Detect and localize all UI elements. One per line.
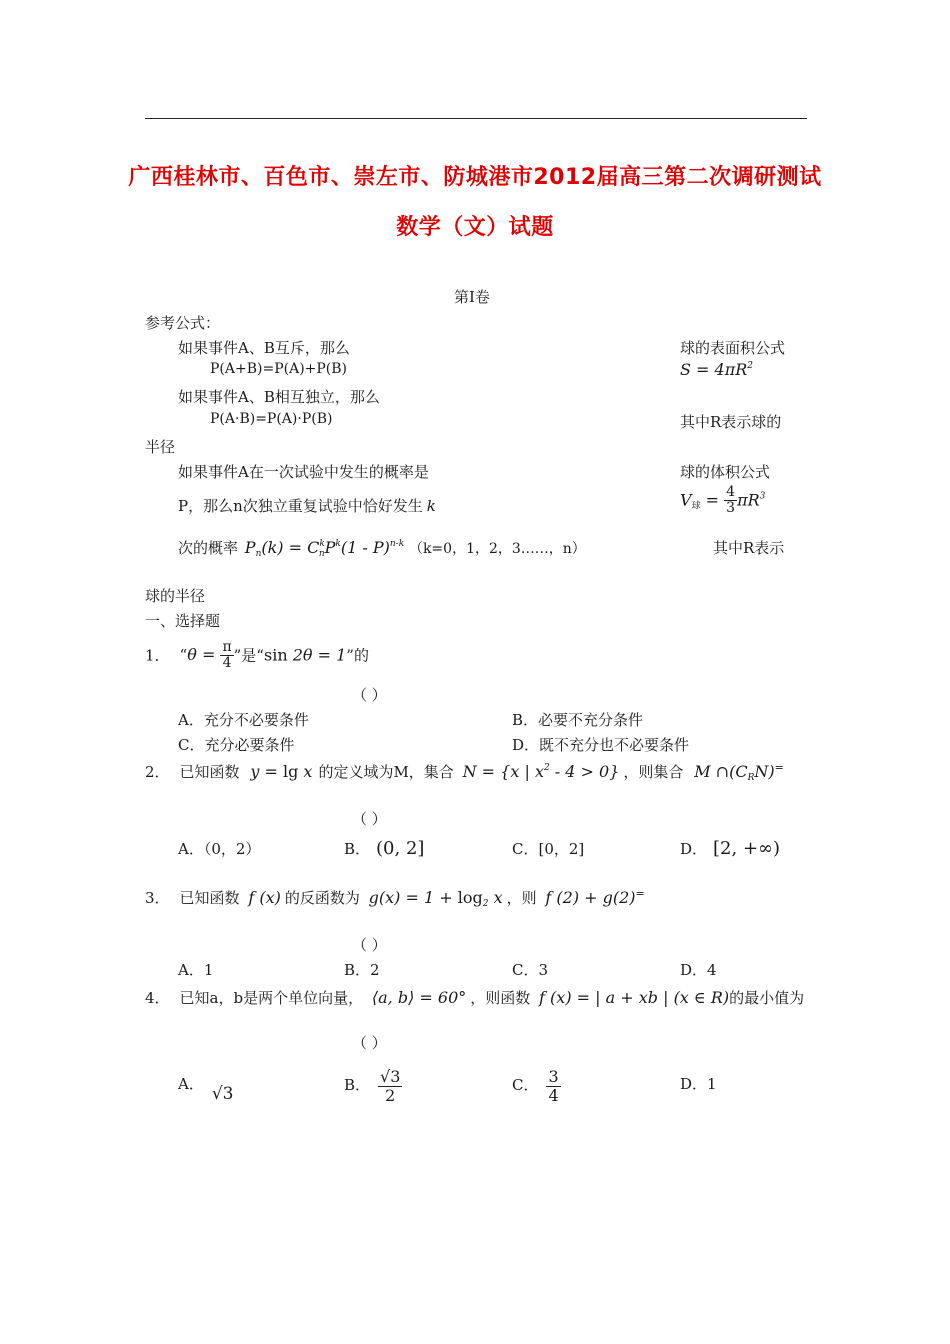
option: A．充分不必要条件: [178, 711, 309, 729]
option: D． [2, +∞): [680, 838, 781, 859]
formula-right: 其中R表示球的: [680, 413, 782, 431]
question-4: 4． 已知a，b是两个单位向量， ⟨a, b⟩ = 60° ，则函数 f (x) = | a + xb | (x ∈ R)的最小值为: [145, 988, 805, 1007]
formula-line: P(A·B)=P(A)·P(B): [210, 411, 333, 427]
option: C．3: [512, 961, 549, 979]
formula-right: 球的表面积公式: [680, 339, 786, 357]
binomial-probability-formula: 次的概率 $P_n(k) = C^k_nP^k(1 - P)^{n-k}$ （k=0，1，2，3……，n）: [178, 538, 586, 559]
sphere-volume-formula: $V_球$ = $\frac{4}{3}$ $\pi R^3$: [680, 484, 766, 517]
formula-right: 其中R表示: [713, 539, 785, 557]
option: B． (0, 2]: [344, 838, 425, 859]
question-3: 3． 已知函数 f (x) 的反函数为 $g(x) = 1 + \log_2 x$ ，则 f (2) + g(2)=: [145, 887, 645, 909]
formula-line: 半径: [145, 438, 176, 456]
option: D．既不充分也不必要条件: [512, 736, 690, 754]
answer-blank: （ ）: [352, 936, 387, 954]
question-1: 1． “θ = $\frac{\pi}{4}$ ”是“sin 2θ = 1”的: [145, 639, 369, 672]
answer-blank: （ ）: [352, 1034, 387, 1052]
option: B．2: [344, 961, 380, 979]
option: B．必要不充分条件: [512, 711, 644, 729]
sphere-surface-formula: $S = 4\pi R^2$: [680, 360, 754, 379]
option: C．[0，2]: [512, 840, 585, 858]
option: C．充分必要条件: [178, 736, 295, 754]
formula-line: P(A+B)=P(A)+P(B): [210, 361, 348, 377]
exam-subtitle: 数学（文）试题: [396, 215, 554, 240]
section-label: 第Ⅰ卷: [454, 288, 490, 306]
answer-blank: （ ）: [352, 686, 387, 704]
section-choice: 一、选择题: [145, 612, 221, 630]
formula-tail: 球的半径: [145, 587, 206, 605]
option: A．1: [178, 961, 214, 979]
formula-line: 如果事件A、B互斥，那么: [178, 339, 350, 357]
formula-line: P，那么n次独立重复试验中恰好发生 k: [178, 497, 436, 515]
option: A． √3: [178, 1075, 234, 1104]
option: A．（0，2）: [178, 840, 261, 858]
formula-right: 球的体积公式: [680, 463, 771, 481]
formula-line: 如果事件A、B相互独立，那么: [178, 388, 380, 406]
option: D．4: [680, 961, 717, 979]
header-rule: [145, 118, 807, 119]
exam-title: 广西桂林市、百色市、崇左市、防城港市2012届高三第二次调研测试: [128, 165, 822, 190]
formula-line: 如果事件A在一次试验中发生的概率是: [178, 463, 429, 481]
formulas-heading: 参考公式：: [145, 314, 221, 332]
option: D．1: [680, 1075, 717, 1093]
option: B． $\frac{√3}{2}$: [344, 1067, 401, 1105]
question-2: 2． 已知函数 y = lg x 的定义域为M，集合 N = {x | $x^2 - 4 > 0$} ，则集合 M $\cap(C_RN)^=$: [145, 761, 784, 783]
option: C． $\frac{3}{4}$: [512, 1067, 559, 1105]
answer-blank: （ ）: [352, 810, 387, 828]
